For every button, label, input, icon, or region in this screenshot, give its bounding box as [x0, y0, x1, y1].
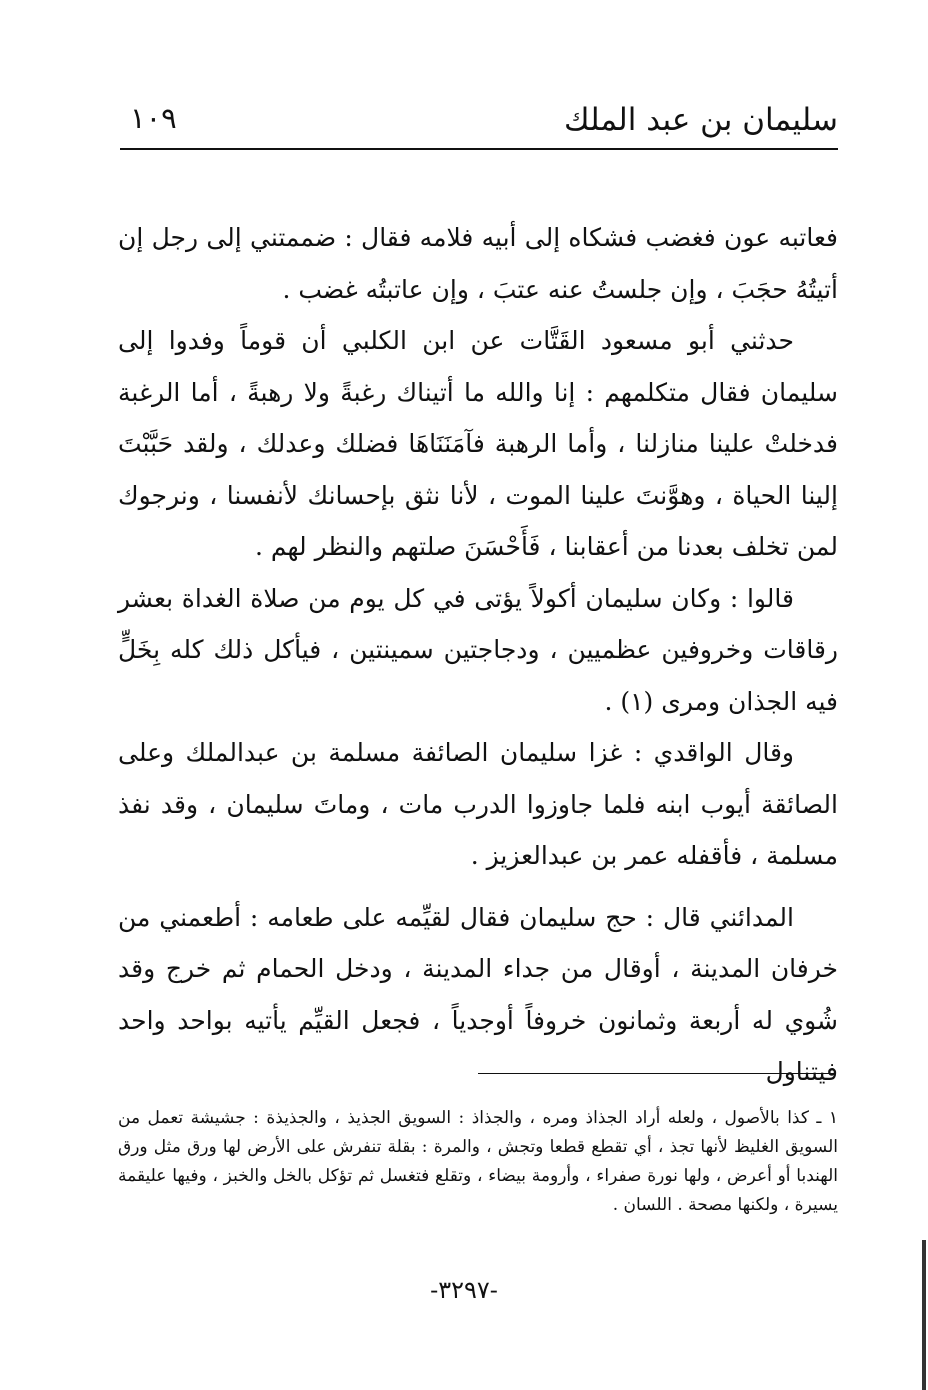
paragraph: المدائني قال : حج سليمان فقال لقيِّمه على طعامه : أطعمني من خرفان المدينة ، أوقال من جداء المدينة ، ودخل الحمام ثم خرج وقد شُوي له أربعة وثمانون خروفاً أوجدياً ، فجعل القيِّم يأتيه بواحد واحد فيتناول: [118, 902, 838, 1086]
folio-number: -٣٢٩٧-: [430, 1276, 498, 1304]
paragraph: وقال الواقدي : غزا سليمان الصائفة مسلمة بن عبدالملك وعلى الصائقة أيوب ابنه فلما جاوزوا الدرب مات ، وماتَ سليمان ، وقد نفذ مسلمة ، فأقفله عمر بن عبدالعزيز .: [118, 738, 838, 870]
scan-edge-mark: [922, 1240, 926, 1390]
footnote-rule: [478, 1073, 834, 1074]
body-text: [118, 212, 838, 1098]
footnote: ١ ـ كذا بالأصول ، ولعله أراد الجذاذ ومره ، والجذاذ : السويق الجذيذ ، والجذيذة : جشيشة تعمل من السويق الغليظ لأنها تجذ ، أي تقطع قطعا وتجش ، والمرة : بقلة تنفرش على الأرض لها ورق مثل ورق الهندبا أو أعرض ، ولها نورة صفراء ، وأرومة بيضاء ، وتقلع فتغسل ثم تؤكل بالخل والخبز ، وفيها عليقمة يسيرة ، ولكنها مصحة . اللسان .: [118, 1108, 838, 1215]
paragraph: قالوا : وكان سليمان أكولاً يؤتى في كل يوم من صلاة الغداة بعشر رقاقات وخروفين عظميين ، ودجاجتين سمينتين ، فيأكل ذلك كله بِخَلٍّ فيه الجذان ومرى (١) .: [118, 583, 838, 716]
chapter-title: سليمان بن عبد الملك: [563, 102, 838, 138]
running-header: [120, 92, 838, 142]
header-rule: [120, 148, 838, 150]
paragraph: حدثني أبو مسعود القَتَّات عن ابن الكلبي أن قوماً وفدوا إلى سليمان فقال متكلمهم : إنا والله ما أتيناك رغبةً ولا رهبةً ، أما الرغبة فدخلتْ علينا منازلنا ، وأما الرهبة فآمَنَنَاهَا فضلك وعدلك ، ولقد حَبَّبْتَ إلينا الحياة ، وهوَّنتَ علينا الموت ، لأنا نثق بإحسانك لأنفسنا ، ونرجوك لمن تخلف بعدنا من أعقابنا ، فَأَحْسَنَ صلتهم والنظر لهم .: [118, 326, 838, 561]
page-number: ١٠٩: [130, 101, 177, 135]
paragraph: فعاتبه عون فغضب فشكاه إلى أبيه فلامه فقال : ضممتني إلى رجل إن أتيتُهُ حجَبَ ، وإن جلستُ عنه عتبَ ، وإن عاتبتُه غضب .: [118, 223, 838, 304]
